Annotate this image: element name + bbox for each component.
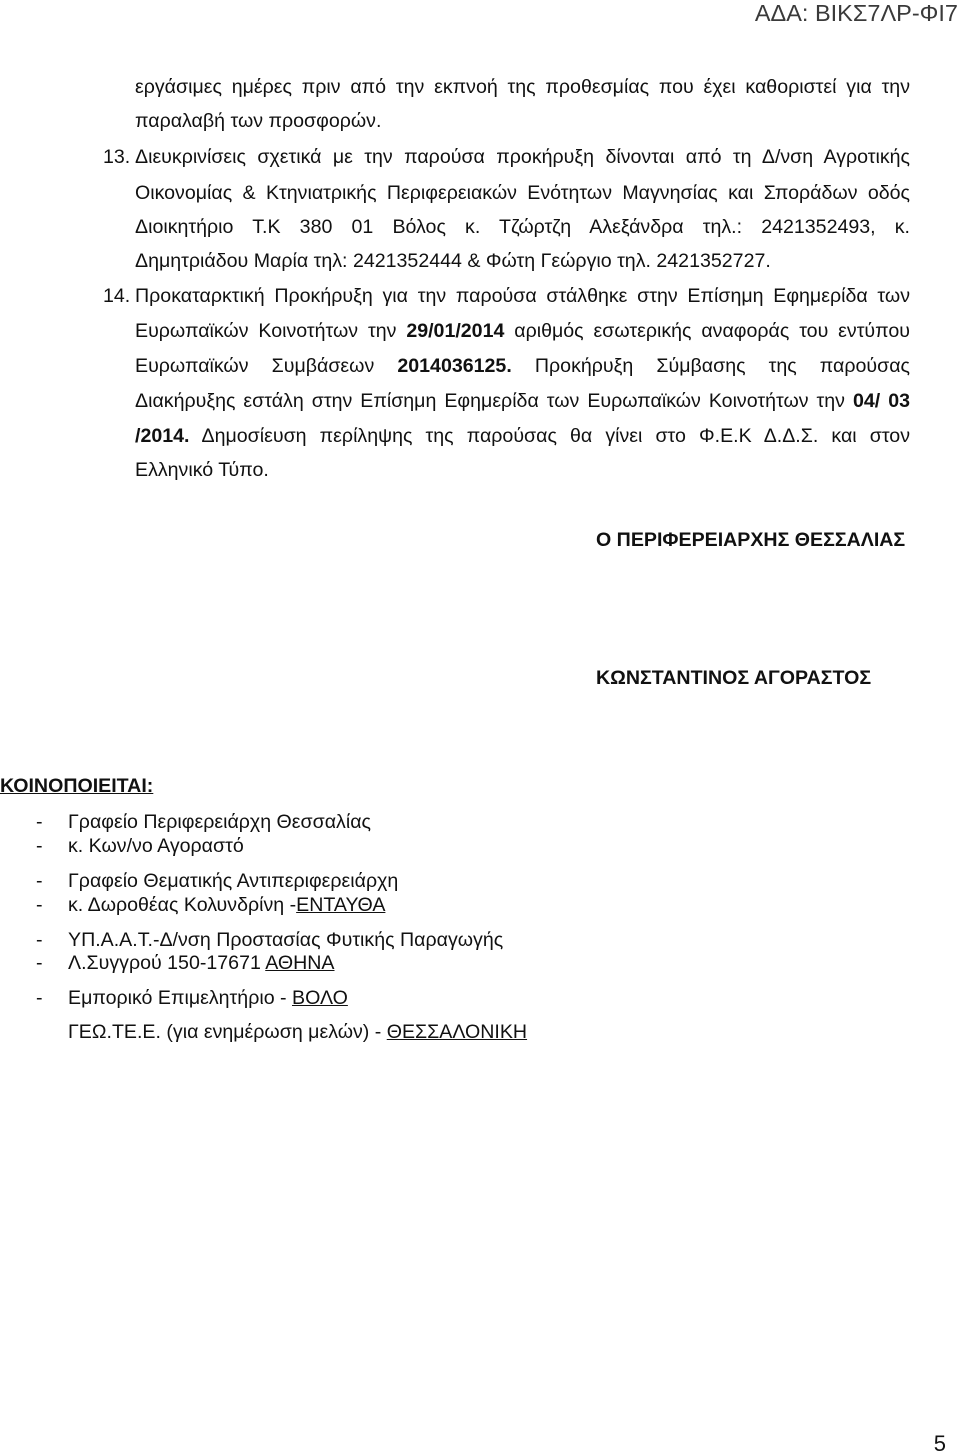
- distribution-item: [36, 893, 385, 917]
- clause14-line: [135, 389, 910, 413]
- distribution-item-location: ΒΟΛΟ: [292, 987, 348, 1009]
- clause14-text: αριθμός εσωτερικής αναφοράς του εντύπου: [504, 320, 911, 342]
- dispatch-year: /2014.: [135, 425, 190, 447]
- ada-header: ΑΔΑ: ΒΙΚΣ7ΛΡ-ΦΙ7: [754, 0, 958, 26]
- clause13-line: Διοικητήριο Τ.Κ 380 01 Βόλος κ. Τζώρτζη Αλεξάνδρα τηλ.: 2421352493, κ.: [135, 216, 910, 238]
- clause14-text: Διακήρυξης εστάλη στην Επίσημη Εφημερίδα των Ευρωπαϊκών Κοινοτήτων την: [135, 390, 853, 412]
- distribution-item: [36, 986, 348, 1010]
- clause14-number: 14.: [103, 285, 131, 307]
- page-number: 5: [933, 1431, 946, 1454]
- distribution-item: [36, 810, 371, 834]
- signatory-name: ΚΩΝΣΤΑΝΤΙΝΟΣ ΑΓΟΡΑΣΤΟΣ: [596, 667, 872, 689]
- reference-number: 2014036125.: [397, 355, 512, 377]
- clause13-line: Δημητριάδου Μαρία τηλ: 2421352444 & Φώτη Γεώργιο τηλ. 2421352727.: [135, 250, 771, 272]
- distribution-heading: ΚΟΙΝΟΠΟΙΕΙΤΑΙ:: [0, 775, 154, 797]
- distribution-item-dash: -: [36, 835, 43, 857]
- distribution-item-text: ΥΠ.Α.Α.Τ.-Δ/νση Προστασίας Φυτικής Παραγωγής: [68, 929, 504, 951]
- distribution-item: [36, 928, 503, 952]
- distribution-item: [36, 834, 244, 858]
- distribution-item-text: Γραφείο Θεματικής Αντιπεριφερειάρχη: [68, 870, 399, 892]
- distribution-item-text: Εμπορικό Επιμελητήριο -: [68, 987, 292, 1009]
- clause14-text: Προκήρυξη Σύμβασης της παρούσας: [511, 355, 910, 377]
- distribution-item-text: κ. Κων/νο Αγοραστό: [68, 835, 244, 857]
- distribution-item-text: Λ.Συγγρού 150-17671: [68, 952, 266, 974]
- publication-date: 29/01/2014: [406, 320, 505, 342]
- distribution-item: [36, 951, 335, 975]
- signatory-title: Ο ΠΕΡΙΦΕΡΕΙΑΡΧΗΣ ΘΕΣΣΑΛΙΑΣ: [596, 529, 906, 551]
- clause13-number: 13.: [103, 146, 131, 168]
- clause12-line: παραλαβή των προσφορών.: [135, 110, 382, 132]
- clause14-text: Ευρωπαϊκών Κοινοτήτων την: [135, 320, 407, 342]
- clause14-line: Ελληνικό Τύπο.: [135, 459, 269, 481]
- distribution-item-dash: -: [36, 894, 43, 916]
- distribution-item-dash: -: [36, 870, 43, 892]
- distribution-item-location: ΕΝΤΑΥΘΑ: [296, 894, 386, 916]
- distribution-item-text: κ. Δωροθέας Κολυνδρίνη -: [68, 894, 297, 916]
- distribution-item-text: ΓΕΩ.ΤΕ.Ε. (για ενημέρωση μελών) -: [68, 1021, 387, 1043]
- clause14-line: [135, 319, 910, 343]
- clause14-line: [135, 424, 910, 448]
- distribution-item-dash: -: [36, 987, 43, 1009]
- clause14-text: Δημοσίευση περίληψης της παρούσας θα γίνει στο Φ.Ε.Κ Δ.Δ.Σ. και στον: [189, 425, 910, 447]
- distribution-item: [68, 1020, 527, 1044]
- clause13-line: Διευκρινίσεις σχετικά με την παρούσα προκήρυξη δίνονται από τη Δ/νση Αγροτικής: [135, 146, 910, 168]
- clause13-line: Οικονομίας & Κτηνιατρικής Περιφερειακών Ενότητων Μαγνησίας και Σποράδων οδός: [135, 182, 910, 204]
- distribution-item-dash: -: [36, 929, 43, 951]
- dispatch-date: 04/ 03: [852, 390, 910, 412]
- clause14-line: [135, 354, 910, 378]
- clause14-text: Ευρωπαϊκών Συμβάσεων: [135, 355, 398, 377]
- distribution-item-location: ΘΕΣΣΑΛΟΝΙΚΗ: [386, 1021, 528, 1043]
- distribution-item-text: Γραφείο Περιφερειάρχη Θεσσαλίας: [68, 811, 371, 833]
- clause12-line: εργάσιμες ημέρες πριν από την εκπνοή της προθεσμίας που έχει καθοριστεί για την: [135, 76, 910, 98]
- distribution-item: [36, 869, 398, 893]
- distribution-item-dash: -: [36, 811, 43, 833]
- distribution-item-dash: -: [36, 952, 43, 974]
- clause14-line: Προκαταρκτική Προκήρυξη για την παρούσα στάλθηκε στην Επίσημη Εφημερίδα των: [135, 285, 910, 307]
- distribution-item-location: ΑΘΗΝΑ: [265, 952, 335, 974]
